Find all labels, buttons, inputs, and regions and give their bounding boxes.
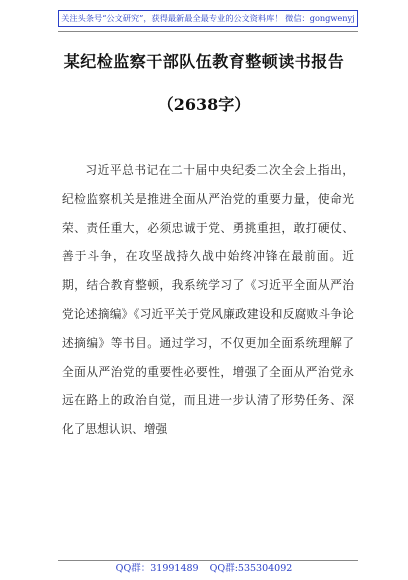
footer [0, 562, 408, 576]
header-banner: 关注头条号“公文研究”，获得最新最全最专业的公文资料库！ 微信：gongwenyj [58, 10, 358, 27]
body-paragraph: 习近平总书记在二十届中央纪委二次全会上指出，纪检监察机关是推进全面从严治党的重要力量，使命光荣、责任重大，必须忠诚于党、勇挑重担，敢打硬仗、善于斗争，在攻坚战持久战中始终冲锋在最前面。近期，结合教育整顿，我系统学习了《习近平全面从严治党论述摘编》《习近平关于党风廉政建设和反腐败斗争论述摘编》等书目。通过学习，不仅更加全面系统理解了全面从严治党的重要性必要性，增强了全面从严治党永远在路上的政治自觉，而且进一步认清了形势任务、深化了思想认识、增强 [62, 163, 354, 437]
footer-divider [58, 560, 358, 561]
header-divider [58, 31, 358, 32]
footer-qq-group-1: QQ群：31991489 [115, 563, 199, 574]
document-word-count: （2638字） [157, 95, 251, 114]
document-title: 某纪检监察干部队伍教育整顿读书报告 [63, 52, 345, 71]
footer-qq-group-2: QQ群:535304092 [209, 563, 293, 574]
